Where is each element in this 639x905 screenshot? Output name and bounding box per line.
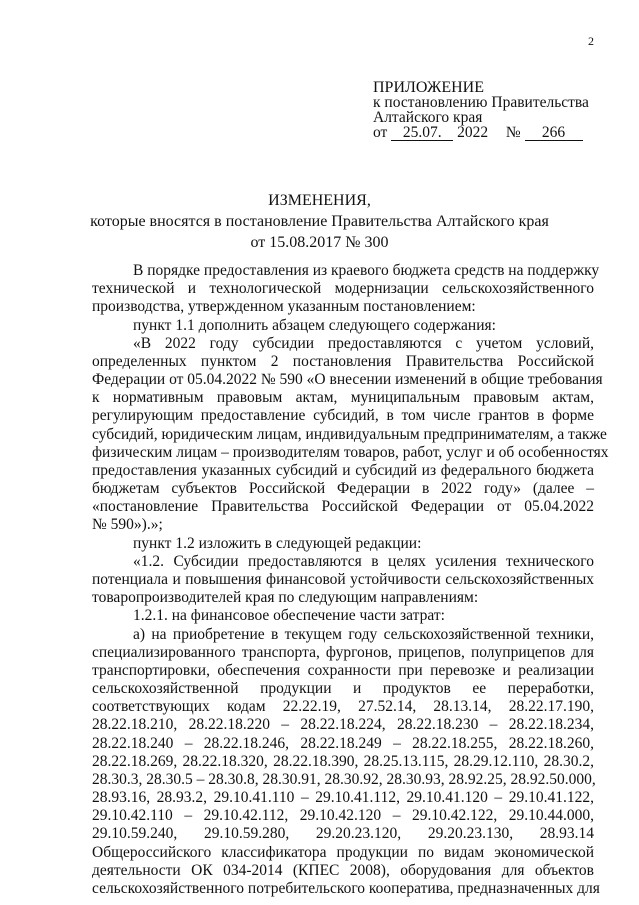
body-line: сельскохозяйственной продукции и продуктов ее переработки,	[92, 680, 594, 698]
number-sign: №	[505, 124, 521, 141]
body-line: В порядке предоставления из краевого бюджета средств на поддержку	[133, 262, 600, 279]
appendix-title: ПРИЛОЖЕНИЕ	[373, 79, 485, 96]
body-line: 28.22.18.240 – 28.22.18.246, 28.22.18.249 – 28.22.18.255, 28.22.18.260,	[92, 734, 594, 752]
body-line: потенциала и повышения финансовой устойчивости сельскохозяйственных	[92, 571, 594, 588]
body-line: «постановление Правительства Российской Федерации от 05.04.2022	[92, 498, 594, 516]
heading-subtitle-2: от 15.08.2017 № 300	[250, 234, 389, 251]
body-line: технической и технологической модернизации сельскохозяйственного	[92, 280, 594, 298]
appendix-block	[373, 80, 589, 141]
body-line: пункт 1.1 дополнить абзацем следующего содержания:	[133, 316, 496, 334]
body-line: Федерации от 05.04.2022 № 590 «О внесении изменений в общие требования	[92, 371, 603, 389]
appendix-line-2: Алтайского края	[373, 109, 483, 126]
body-line: определенных пунктом 2 постановления Правительства Российской	[92, 352, 594, 370]
body-line: пункт 1.2 изложить в следующей редакции:	[133, 534, 422, 552]
body-line: 29.10.42.110 – 29.10.42.112, 29.10.42.120 – 29.10.42.122, 29.10.44.000,	[92, 807, 594, 825]
body-line: 28.22.18.269, 28.22.18.320, 28.22.18.390, 28.25.13.115, 28.29.12.110, 28.30.2,	[92, 752, 594, 770]
body-line: к нормативным правовым актам, муниципальным правовым актам,	[92, 389, 594, 407]
body-line: Общероссийского классификатора продукции по видам экономической	[92, 843, 594, 861]
body-line: транспортировки, обеспечения сохранности при перевозке и реализации	[92, 661, 594, 679]
number-value: 266	[525, 126, 583, 141]
body-line: 28.93.16, 28.93.2, 29.10.41.110 – 29.10.41.112, 29.10.41.120 – 29.10.41.122,	[92, 789, 594, 807]
body-line: соответствующих кодам 22.22.19, 27.52.14, 28.13.14, 28.22.17.190,	[92, 698, 594, 716]
document-heading	[0, 190, 639, 253]
date-value: 25.07.	[391, 126, 453, 141]
body-line: бюджетам субъектов Российской Федерации в 2022 году» (далее –	[92, 480, 594, 498]
body-line: регулирующим предоставление субсидий, в том числе грантов в форме	[92, 407, 594, 425]
page-number: 2	[588, 34, 594, 48]
body-line: производства, утвержденном указанным постановлением:	[92, 298, 476, 316]
body-line: 1.2.1. на финансовое обеспечение части затрат:	[133, 607, 445, 625]
body-line: «1.2. Субсидии предоставляются в целях усиления технического	[133, 552, 594, 570]
body-line: предоставления указанных субсидий и субсидий из федерального бюджета	[92, 461, 594, 479]
body-line: специализированного транспорта, фургонов, прицепов, полуприцепов для	[92, 643, 594, 661]
appendix-date-line	[373, 125, 589, 141]
body-line: физическим лицам – производителям товаров, работ, услуг и об особенностях	[92, 443, 609, 461]
appendix-line-1: к постановлению Правительства	[373, 94, 589, 111]
date-year: 2022	[457, 124, 489, 141]
body-line: а) на приобретение в текущем году сельскохозяйственной техники,	[133, 625, 594, 643]
body-line: сельскохозяйственного потребительского кооператива, предназначенных для	[92, 880, 600, 897]
heading-title: ИЗМЕНЕНИЯ,	[268, 192, 371, 209]
body-line: субсидий, юридическим лицам, индивидуальным предпринимателям, а также	[92, 425, 607, 443]
body-line: № 590»).»;	[92, 516, 163, 534]
body-line: деятельности ОК 034-2014 (КПЕС 2008), оборудования для объектов	[92, 861, 594, 879]
heading-subtitle-1: которые вносятся в постановление Правительства Алтайского края	[90, 213, 549, 230]
date-prefix: от	[373, 124, 388, 141]
body-line: 28.30.3, 28.30.5 – 28.30.8, 28.30.91, 28.30.92, 28.30.93, 28.92.25, 28.92.50.000,	[92, 770, 596, 788]
body-line: товаропроизводителей края по следующим направлениям:	[92, 589, 479, 607]
body-line: «В 2022 году субсидии предоставляются с учетом условий,	[133, 334, 594, 352]
body-line: 29.10.59.240, 29.10.59.280, 29.20.23.120, 29.20.23.130, 28.93.14	[92, 825, 594, 843]
body-line: 28.22.18.210, 28.22.18.220 – 28.22.18.224, 28.22.18.230 – 28.22.18.234,	[92, 716, 594, 734]
